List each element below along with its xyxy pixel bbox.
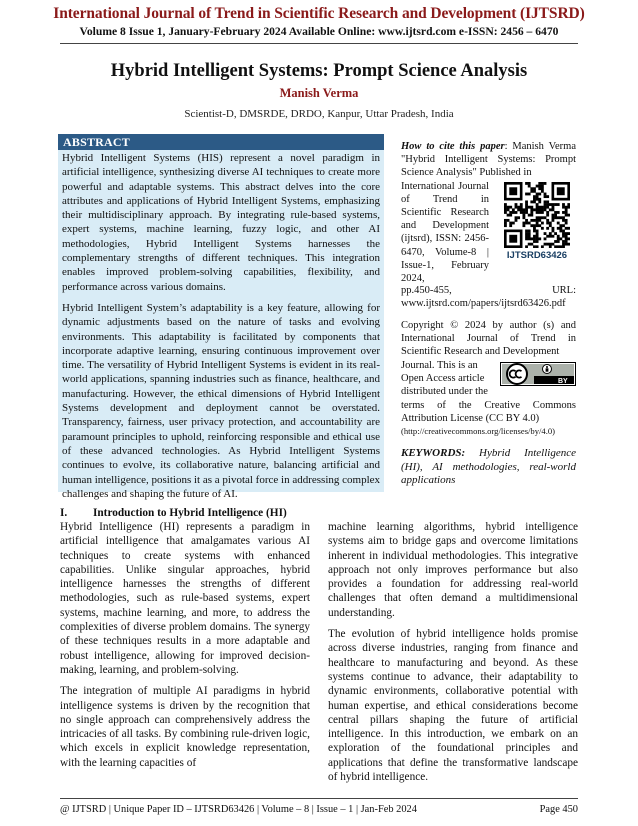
creative-commons-by-icon[interactable]: [500, 362, 576, 386]
citation-panel: [401, 140, 576, 488]
body-paragraph: The evolution of hybrid intelligence holds promise across diverse industries, ranging from finance and healthcare to manufacturing and beyond. As these systems continue to advance, their adaptability to dynamic environments, collaborative potential with human expertise, and ethical considerations become central pillars shaping the future of artificial intelligence. In this introduction, we embark on an exploration of the foundational principles and applications that define the transformative landscape of hybrid intelligence.: [328, 628, 578, 784]
body-paragraph: Hybrid Intelligence (HI) represents a paradigm in artificial intelligence that amalgamates various AI techniques to create systems with enhanced capabilities. Unlike singular approaches, hybrid intelligence harnesses the strengths of different methodologies, such as rule-based systems, expert systems, machine learning, and more, to address the complexities of diverse problem domains. The synergy of these techniques results in a more adaptable and robust intelligence, allowing for improved decision-making, learning, and problem-solving.: [60, 521, 310, 676]
keywords: [401, 447, 576, 488]
body-paragraph: machine learning algorithms, hybrid intelligence systems aim to bridge gaps and overcome limitations inherent in individual methodologies. This integrative approach not only improves performance but also provides a foundation for addressing real-world challenges that often demand a multidimensional understanding.: [328, 521, 578, 619]
cc-badge-label: BY: [558, 377, 568, 385]
paper-id-label: IJTSRD63426: [506, 249, 568, 261]
footer-info: @ IJTSRD | Unique Paper ID – IJTSRD63426 | Volume – 8 | Issue – 1 | Jan-Feb 2024: [60, 804, 417, 815]
keywords-label: KEYWORDS:: [401, 447, 466, 460]
citation-intro: [401, 140, 576, 180]
abstract-heading: ABSTRACT: [58, 134, 384, 150]
section-number: I.: [60, 507, 68, 519]
license-text: Journal. This is an Open Access article distributed under the: [401, 359, 488, 398]
footer-rule: [60, 798, 578, 799]
body-column-right: [328, 520, 578, 791]
paper-title: Hybrid Intelligent Systems: Prompt Science Analysis: [110, 61, 528, 81]
license-url[interactable]: (http://creativecommons.org/licenses/by/4.0): [401, 426, 556, 437]
citation-text: : Manish Verma "Hybrid Intelligent Systems: Prompt Science Analysis" Published in: [401, 141, 576, 179]
citation-url[interactable]: pp.450-455, URL: www.ijtsrd.com/papers/ijtsrd63426.pdf: [401, 284, 576, 309]
qr-code[interactable]: [499, 182, 575, 282]
qr-code-icon: [504, 182, 570, 248]
body-column-left: [60, 520, 310, 777]
section-title: Introduction to Hybrid Intelligence (HI): [93, 507, 287, 519]
body-paragraph: The integration of multiple AI paradigms in hybrid intelligence systems is driven by the recognition that no single approach can comprehensively address the intricacies of all tasks. By combining rule-driven logic, which excels in explicit knowledge representation, with the learning capacities of: [60, 685, 310, 769]
license-name: terms of the Creative Commons Attribution License (CC BY 4.0): [401, 399, 576, 424]
header-rule: [60, 43, 578, 44]
abstract-paragraph: Hybrid Intelligent Systems (HIS) represent a novel paradigm in artificial intelligence, synthesizing diverse AI techniques to create more powerful and adaptable systems. This abstract delves into the core attributes and applications of Hybrid Intelligent Systems, emphasizing their multidisciplinary approach. By integrating rule-based systems, expert systems, machine learning, fuzzy logic, and other AI methodologies, Hybrid Intelligent Systems harnesses the complementary strengths of different techniques. This integration enables improved problem-solving capabilities, flexibility, and performance across various domains.: [62, 152, 380, 293]
page-number: Page 450: [539, 804, 578, 815]
keywords-text: Hybrid Intelligence (HI), AI methodologies, real-world applications: [401, 447, 576, 487]
journal-title: International Journal of Trend in Scientific Research and Development (IJTSRD): [53, 5, 585, 22]
journal-subtitle: Volume 8 Issue 1, January-February 2024 Available Online: www.ijtsrd.com e-ISSN: 2456 – 6470: [79, 25, 559, 38]
abstract-box: [58, 134, 384, 500]
citation-block: [401, 180, 576, 284]
author-name: Manish Verma: [279, 86, 359, 100]
copyright-intro: Copyright © 2024 by author (s) and International Journal of Trend in Scientific Research and Development: [401, 320, 576, 358]
author-affiliation: Scientist-D, DMSRDE, DRDO, Kanpur, Uttar Pradesh, India: [184, 108, 454, 120]
citation-journal: International Journal of Trend in Scientific Research and Development (ijtsrd), ISSN: 2456-6470, Volume-8 | Issue-1, February 2024,: [401, 180, 489, 285]
citation-lead: How to cite this paper: [401, 141, 505, 152]
abstract-paragraph: Hybrid Intelligent System’s adaptability is a key feature, allowing for dynamic adjustments based on the nature of tasks and evolving environments. This adaptability is facilitated by components that incorporate adaptive learning, ensuring continuous improvement over time. The versatility of Hybrid Intelligent Systems is evident in its real-world applications, spanning industries such as finance, healthcare, and manufacturing. However, the ethical dimensions of Hybrid Intelligent Systems development and deployment cannot be overstated. Transparency, fairness, user privacy protection, and accountability are paramount principles to uphold, reinforcing responsible and ethical use of these advanced technologies. As Hybrid Intelligent Systems continues to evolve, its collaborative nature, balancing artificial and human intelligence, positions it as a pivotal force in addressing complex challenges and shaping the future of AI.: [62, 301, 381, 500]
license-block: [401, 359, 576, 399]
section-heading: [60, 507, 287, 519]
